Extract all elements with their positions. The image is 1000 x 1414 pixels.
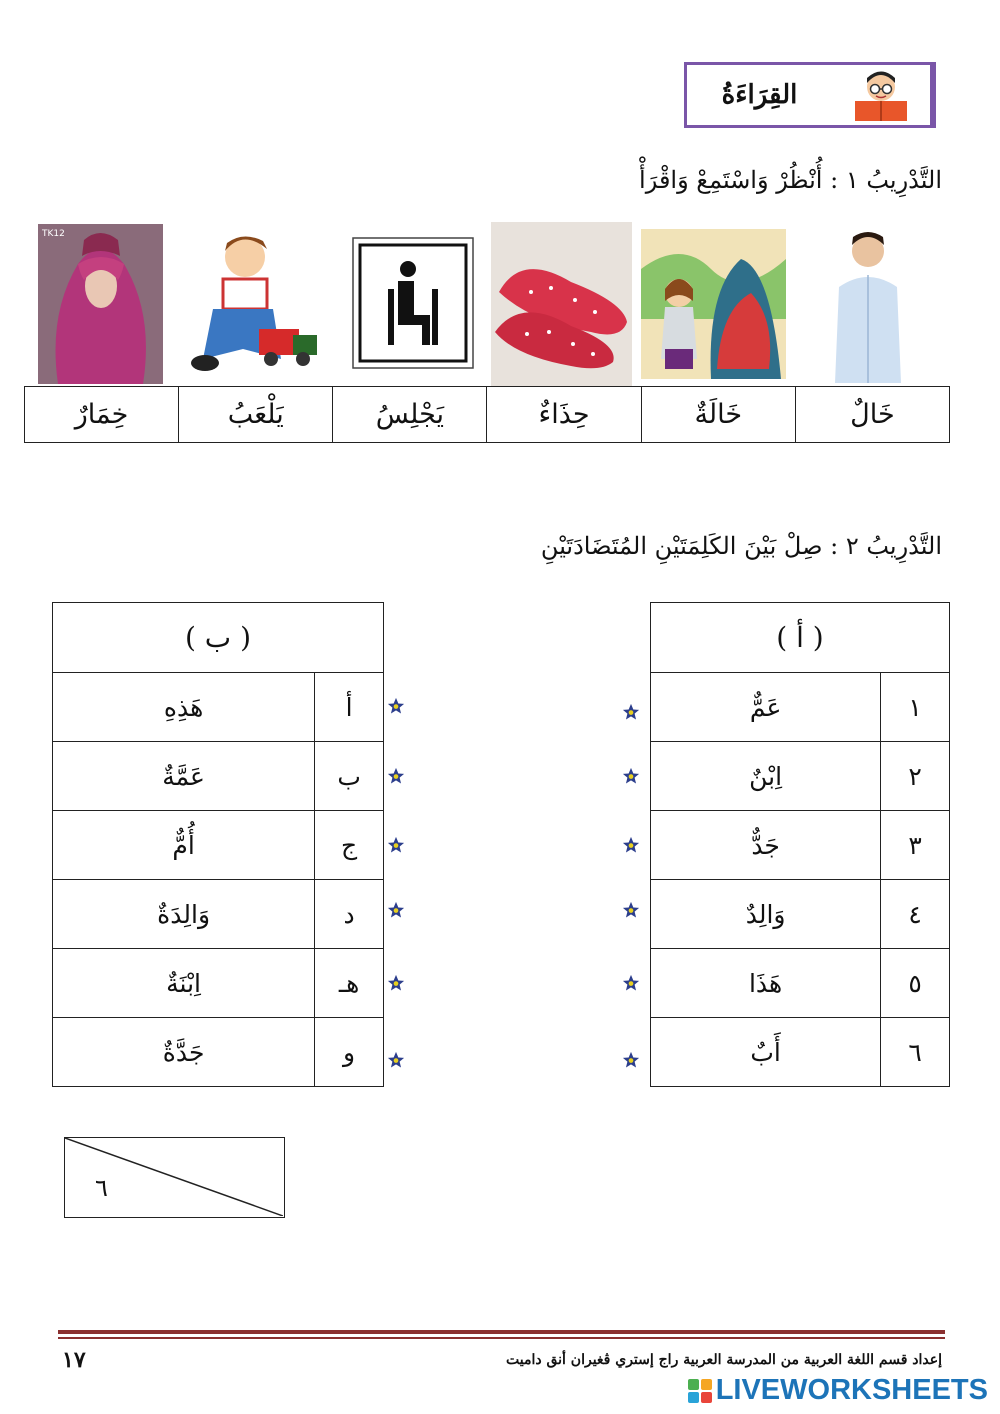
match-dot-a4[interactable] (622, 901, 640, 919)
column-a-word: هَذَا (651, 949, 881, 1018)
column-b-word: اِبْنَةٌ (53, 949, 315, 1018)
column-a-word: أَبٌ (651, 1018, 881, 1087)
word-cell: يَجْلِسُ (332, 387, 486, 442)
column-b-letter: ب (315, 742, 384, 811)
match-dot-a5[interactable] (622, 974, 640, 992)
column-a-number: ٤ (881, 880, 950, 949)
header-box (684, 62, 936, 128)
column-a-number: ٢ (881, 742, 950, 811)
liveworksheets-icon (688, 1379, 712, 1403)
match-dot-a1[interactable] (622, 703, 640, 721)
word-cell: خَالَةٌ (641, 387, 795, 442)
exercise-2-title: التَّدْرِيبُ ٢ : صِلْ بَيْنَ الكَلِمَتَيْنِ المُتَضَادَتَيْنِ (540, 532, 942, 560)
sitting-sign-picture (352, 222, 474, 386)
photo-tag: TK12 (42, 229, 65, 239)
column-a-word: وَالِدٌ (651, 880, 881, 949)
column-a-word: اِبْنٌ (651, 742, 881, 811)
footer-divider-thin (58, 1337, 945, 1339)
match-dot-a6[interactable] (622, 1051, 640, 1069)
column-a-table (650, 602, 950, 1087)
column-b-word: عَمَّةٌ (53, 742, 315, 811)
column-a-number: ٥ (881, 949, 950, 1018)
khimar-picture (38, 222, 163, 386)
column-b-word: أُمٌّ (53, 811, 315, 880)
column-a-number: ١ (881, 673, 950, 742)
footer-credit: إعداد قسم اللغة العربية من المدرسة العربية راج إستري ڤغيران أنق داميت (506, 1352, 942, 1368)
match-dot-b2[interactable] (387, 767, 405, 785)
column-b-letter: هـ (315, 949, 384, 1018)
column-a-word: جَدٌّ (651, 811, 881, 880)
match-dot-b3[interactable] (387, 836, 405, 854)
column-a-header: ( أ ) (651, 603, 950, 673)
aunt-picture (641, 222, 786, 386)
word-cell: حِذَاءٌ (486, 387, 640, 442)
word-cell: خَالٌ (795, 387, 949, 442)
match-dot-b5[interactable] (387, 974, 405, 992)
page-title: القِرَاءَةُ (721, 80, 798, 110)
match-dot-b1[interactable] (387, 697, 405, 715)
column-a-number: ٣ (881, 811, 950, 880)
column-a-word: عَمٌّ (651, 673, 881, 742)
column-b-word: وَالِدَةٌ (53, 880, 315, 949)
column-b-letter: و (315, 1018, 384, 1087)
column-b-letter: ج (315, 811, 384, 880)
liveworksheets-text: LIVEWORKSHEETS (715, 1374, 988, 1406)
match-dot-a2[interactable] (622, 767, 640, 785)
reading-boy-icon (832, 65, 933, 125)
shoes-picture (491, 222, 632, 386)
exercise-1-title: التَّدْرِيبُ ١ : أُنْظُرْ وَاسْتَمِعْ وَاقْرَأْ (639, 166, 942, 194)
match-dot-b6[interactable] (387, 1051, 405, 1069)
word-cell: يَلْعَبُ (178, 387, 332, 442)
man-picture (823, 222, 913, 386)
column-b-letter: أ (315, 673, 384, 742)
column-b-word: جَدَّةٌ (53, 1018, 315, 1087)
match-dot-a3[interactable] (622, 836, 640, 854)
footer-divider (58, 1330, 945, 1334)
word-table (24, 386, 950, 443)
page-number: ١٧ (62, 1347, 86, 1373)
score-box (64, 1137, 285, 1218)
score-total: ٦ (95, 1174, 108, 1202)
column-b-header: ( ب ) (53, 603, 384, 673)
boy-playing-picture (183, 222, 323, 386)
column-a-number: ٦ (881, 1018, 950, 1087)
column-b-table (52, 602, 384, 1087)
word-cell: خِمَارٌ (74, 399, 129, 430)
match-dot-b4[interactable] (387, 901, 405, 919)
column-b-word: هَذِهِ (53, 673, 315, 742)
column-b-letter: د (315, 880, 384, 949)
liveworksheets-logo[interactable] (688, 1374, 988, 1407)
